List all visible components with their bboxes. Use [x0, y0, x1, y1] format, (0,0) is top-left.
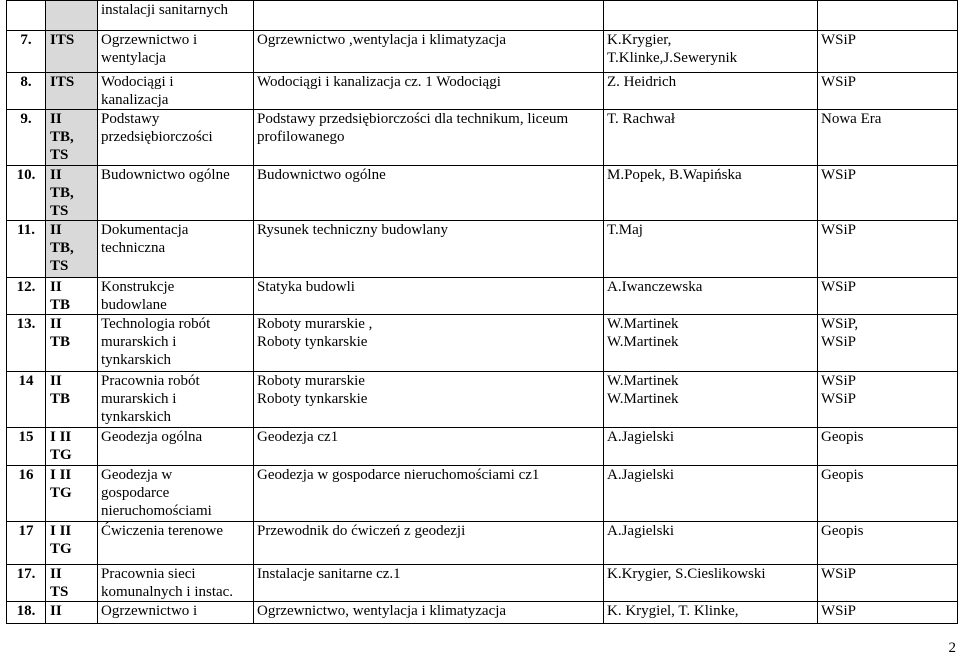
table-row	[7, 315, 958, 372]
subject-cell	[98, 466, 254, 522]
page-number: 2	[948, 640, 956, 656]
title-line: Instalacje sanitarne cz.1	[257, 566, 401, 582]
title-line: Geodezja cz1	[257, 429, 339, 445]
level-line: ITS	[50, 32, 75, 48]
level-line: TS	[50, 584, 69, 600]
title-line: Budownictwo ogólne	[257, 167, 386, 183]
level-line: II	[50, 373, 62, 389]
level-line: TB,	[50, 129, 74, 145]
subject-line: tynkarskich	[101, 352, 171, 368]
publisher-cell	[818, 602, 958, 624]
level-cell	[46, 1, 98, 31]
subject-line: Pracownia sieci	[101, 566, 196, 582]
title-cell	[254, 31, 604, 73]
publisher-line: Geopis	[821, 467, 864, 483]
table-row	[7, 110, 958, 166]
table-row	[7, 602, 958, 624]
table-row	[7, 278, 958, 315]
publisher-line: WSiP	[821, 391, 857, 407]
level-cell	[46, 372, 98, 428]
subject-line: Dokumentacja	[101, 222, 189, 238]
author-line: W.Martinek	[607, 316, 679, 332]
publisher-line: WSiP	[821, 603, 857, 619]
level-line: II	[50, 111, 62, 127]
textbook-table	[6, 0, 958, 624]
title-line: Roboty tynkarskie	[257, 334, 368, 350]
subject-line: Wodociągi i	[101, 74, 174, 90]
level-cell	[46, 73, 98, 110]
row-number-cell: 17.	[7, 565, 46, 602]
publisher-cell	[818, 428, 958, 466]
publisher-line: WSiP	[821, 279, 857, 295]
title-line: Przewodnik do ćwiczeń z geodezji	[257, 523, 466, 539]
author-cell	[604, 1, 818, 31]
publisher-cell	[818, 166, 958, 221]
subject-line: komunalnych i instac.	[101, 584, 234, 600]
publisher-line: WSiP	[821, 222, 857, 238]
author-line: A.Iwanczewska	[607, 279, 703, 295]
subject-cell	[98, 110, 254, 166]
level-line: TG	[50, 447, 72, 463]
level-line: II	[50, 316, 62, 332]
subject-line: murarskich i	[101, 391, 177, 407]
subject-line: Ogrzewnictwo i	[101, 603, 198, 619]
author-cell	[604, 602, 818, 624]
title-line: Roboty murarskie ,	[257, 316, 373, 332]
subject-line: Budownictwo ogólne	[101, 167, 230, 183]
subject-cell	[98, 278, 254, 315]
level-cell	[46, 565, 98, 602]
author-cell	[604, 31, 818, 73]
publisher-line: WSiP	[821, 334, 857, 350]
subject-line: Geodezja ogólna	[101, 429, 203, 445]
publisher-line: WSiP	[821, 566, 857, 582]
title-cell	[254, 166, 604, 221]
subject-cell: instalacji sanitarnych	[98, 1, 254, 31]
title-cell	[254, 221, 604, 278]
title-cell	[254, 428, 604, 466]
level-line: TB	[50, 297, 71, 313]
author-line: T.Maj	[607, 222, 643, 238]
level-line: I II	[50, 523, 72, 539]
level-line: TB,	[50, 240, 74, 256]
table-row	[7, 73, 958, 110]
level-cell	[46, 278, 98, 315]
level-line: TB	[50, 334, 71, 350]
title-cell	[254, 565, 604, 602]
row-number-cell: 15	[7, 428, 46, 466]
subject-line: Podstawy	[101, 111, 160, 127]
level-cell	[46, 31, 98, 73]
publisher-cell	[818, 31, 958, 73]
author-cell	[604, 372, 818, 428]
table-row	[7, 221, 958, 278]
table-row	[7, 522, 958, 565]
subject-line: techniczna	[101, 240, 166, 256]
author-line: A.Jagielski	[607, 523, 675, 539]
author-cell	[604, 110, 818, 166]
subject-line: gospodarce	[101, 485, 170, 501]
subject-cell	[98, 73, 254, 110]
row-number-cell: 9.	[7, 110, 46, 166]
author-cell	[604, 565, 818, 602]
subject-line: Geodezja w	[101, 467, 173, 483]
author-cell	[604, 522, 818, 565]
subject-cell	[98, 565, 254, 602]
level-cell	[46, 315, 98, 372]
subject-cell	[98, 372, 254, 428]
level-line: I II	[50, 429, 72, 445]
title-line: Roboty tynkarskie	[257, 391, 368, 407]
table-row	[7, 166, 958, 221]
publisher-cell	[818, 565, 958, 602]
level-cell	[46, 522, 98, 565]
level-line: TB	[50, 391, 71, 407]
publisher-cell	[818, 1, 958, 31]
title-cell	[254, 1, 604, 31]
title-cell	[254, 278, 604, 315]
publisher-cell	[818, 522, 958, 565]
author-line: K. Krygiel, T. Klinke,	[607, 603, 739, 619]
title-line: Geodezja w gospodarce nieruchomościami cz1	[257, 467, 540, 483]
subject-line: nieruchomościami	[101, 503, 212, 519]
subject-line: budowlane	[101, 297, 167, 313]
subject-cell	[98, 602, 254, 624]
row-number-cell: 10.	[7, 166, 46, 221]
author-line: K.Krygier, S.Cieslikowski	[607, 566, 766, 582]
level-line: II	[50, 566, 62, 582]
row-number-cell: 18.	[7, 602, 46, 624]
level-line: TS	[50, 203, 69, 219]
level-line: II	[50, 167, 62, 183]
subject-line: Ogrzewnictwo i	[101, 32, 198, 48]
subject-line: przedsiębiorczości	[101, 129, 213, 145]
publisher-line: WSiP,	[821, 316, 859, 332]
publisher-line: WSiP	[821, 74, 857, 90]
title-cell	[254, 602, 604, 624]
level-line: TB,	[50, 185, 74, 201]
title-line: Ogrzewnictwo, wentylacja i klimatyzacja	[257, 603, 507, 619]
level-cell	[46, 110, 98, 166]
author-cell	[604, 315, 818, 372]
subject-line: murarskich i	[101, 334, 177, 350]
title-cell	[254, 110, 604, 166]
title-cell	[254, 466, 604, 522]
subject-line: Konstrukcje	[101, 279, 175, 295]
author-cell	[604, 278, 818, 315]
publisher-cell	[818, 315, 958, 372]
author-line: A.Jagielski	[607, 429, 675, 445]
subject-cell	[98, 522, 254, 565]
title-line: profilowanego	[257, 129, 345, 145]
title-cell	[254, 522, 604, 565]
title-line: Roboty murarskie	[257, 373, 365, 389]
row-number-cell: 12.	[7, 278, 46, 315]
table-row	[7, 565, 958, 602]
author-cell	[604, 221, 818, 278]
level-line: TG	[50, 485, 72, 501]
author-line: Z. Heidrich	[607, 74, 677, 90]
table-row	[7, 31, 958, 73]
author-line: A.Jagielski	[607, 467, 675, 483]
subject-line: kanalizacja	[101, 92, 169, 108]
level-cell	[46, 166, 98, 221]
publisher-line: Geopis	[821, 429, 864, 445]
author-cell	[604, 428, 818, 466]
publisher-cell	[818, 221, 958, 278]
publisher-cell	[818, 278, 958, 315]
subject-line: tynkarskich	[101, 409, 171, 425]
author-line: T. Rachwał	[607, 111, 676, 127]
table-row-fragment	[7, 1, 958, 31]
level-cell	[46, 428, 98, 466]
level-line: ITS	[50, 74, 75, 90]
title-line: Wodociągi i kanalizacja cz. 1 Wodociągi	[257, 74, 501, 90]
row-number-cell	[7, 1, 46, 31]
level-line: TS	[50, 147, 69, 163]
author-line: W.Martinek	[607, 373, 679, 389]
publisher-line: Nowa Era	[821, 111, 882, 127]
level-cell	[46, 221, 98, 278]
author-cell	[604, 466, 818, 522]
level-line: I II	[50, 467, 72, 483]
author-line: W.Martinek	[607, 334, 679, 350]
level-cell	[46, 602, 98, 624]
table-row	[7, 466, 958, 522]
subject-cell	[98, 221, 254, 278]
publisher-line: WSiP	[821, 167, 857, 183]
subject-line: wentylacja	[101, 50, 166, 66]
title-cell	[254, 372, 604, 428]
author-cell	[604, 73, 818, 110]
author-line: M.Popek, B.Wapińska	[607, 167, 742, 183]
title-line: Statyka budowli	[257, 279, 355, 295]
level-line: TG	[50, 541, 72, 557]
subject-cell	[98, 166, 254, 221]
title-line: Podstawy przedsiębiorczości dla technikum, liceum	[257, 111, 569, 127]
publisher-cell	[818, 466, 958, 522]
table-row	[7, 372, 958, 428]
subject-cell	[98, 428, 254, 466]
publisher-line: WSiP	[821, 373, 857, 389]
level-line: TS	[50, 258, 69, 274]
subject-cell	[98, 31, 254, 73]
title-line: Ogrzewnictwo ,wentylacja i klimatyzacja	[257, 32, 507, 48]
subject-line: Ćwiczenia terenowe	[101, 523, 224, 539]
row-number-cell: 16	[7, 466, 46, 522]
row-number-cell: 14	[7, 372, 46, 428]
author-cell	[604, 166, 818, 221]
row-number-cell: 17	[7, 522, 46, 565]
level-cell	[46, 466, 98, 522]
author-line: W.Martinek	[607, 391, 679, 407]
title-line: Rysunek techniczny budowlany	[257, 222, 449, 238]
subject-cell	[98, 315, 254, 372]
author-line: K.Krygier,	[607, 32, 672, 48]
title-cell	[254, 315, 604, 372]
row-number-cell: 8.	[7, 73, 46, 110]
title-cell	[254, 73, 604, 110]
publisher-line: Geopis	[821, 523, 864, 539]
subject-line: Pracownia robót	[101, 373, 200, 389]
level-line: II	[50, 603, 62, 619]
row-number-cell: 13.	[7, 315, 46, 372]
publisher-cell	[818, 110, 958, 166]
author-line: T.Klinke,J.Sewerynik	[607, 50, 738, 66]
row-number-cell: 7.	[7, 31, 46, 73]
publisher-cell	[818, 372, 958, 428]
row-number-cell: 11.	[7, 221, 46, 278]
level-line: II	[50, 222, 62, 238]
table-row	[7, 428, 958, 466]
subject-line: Technologia robót	[101, 316, 211, 332]
publisher-cell	[818, 73, 958, 110]
publisher-line: WSiP	[821, 32, 857, 48]
level-line: II	[50, 279, 62, 295]
